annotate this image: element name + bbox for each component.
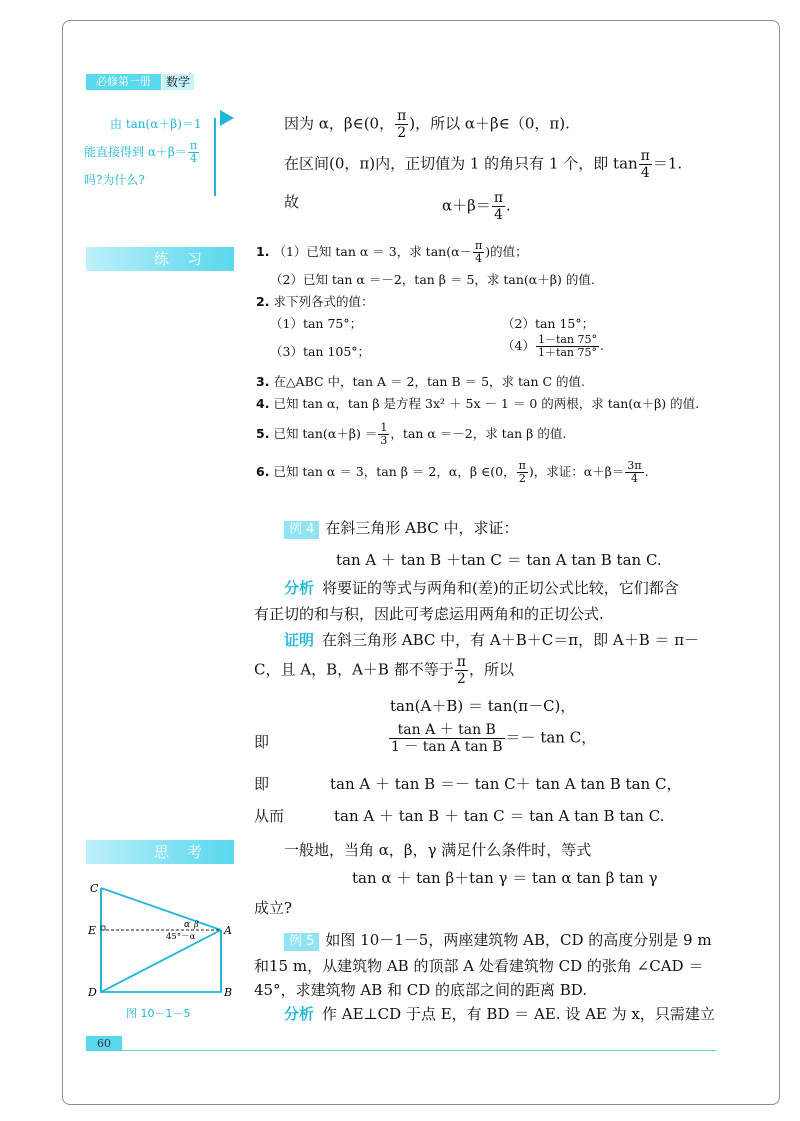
example5-line-2: 和15 m，从建筑物 AB 的顶部 A 处看建筑物 CD 的张角 ∠CAD ＝ [254,957,704,975]
example4-label: 例 4 [284,521,319,539]
example4-analysis-1: 分析 将要证的等式与两角和(差)的正切公式比较，它们都含 [284,579,679,597]
page-number: 60 [86,1036,122,1051]
example5-label: 例 5 [284,933,319,951]
exercise-q3: 3. 在△ABC 中，tan A ＝ 2，tan B ＝ 5，求 tan C 的值. [256,374,586,389]
label-e: E [88,924,97,937]
example5-line-1: 例 5 如图 10－1－5，两座建筑物 AB，CD 的高度分别是 9 m [284,928,712,952]
exercise-q2-1: （1）tan 75°； [270,316,363,331]
note-bracket [208,118,216,196]
top-line-2: 在区间(0，π)内，正切值为 1 的角只有 1 个，即 tan $\frac{\pi}{4}$ ＝1. [284,148,683,181]
exercise-q2-3: （3）tan 105°； [270,344,371,359]
note-line-1: 由 tan(α＋β)＝1 [110,117,202,131]
example4-proof-1: 证明 在斜三角形 ABC 中，有 A＋B＋C＝π，即 A＋B ＝ π－ [284,631,700,649]
label-b: B [224,986,233,999]
example4-proof-2: C，且 A，B，A＋B 都不等于 $\frac{\pi}{2}$ ，所以 [254,654,514,687]
top-line-3-word: 故 [284,193,300,211]
think-line-2: 成立? [254,899,293,917]
exercise-q2: 2. 求下列各式的值： [256,294,374,309]
figure-caption: 图 10－1－5 [126,1007,191,1020]
example4-ji-1: 即 [254,733,270,751]
label-a: A [224,924,232,937]
example4-analysis-2: 有正切的和与积，因此可考虑运用两角和的正切公式. [254,605,604,623]
label-beta: β [194,920,199,929]
example5-line-3: 45°，求建筑物 AB 和 CD 的底部之间的距离 BD. [254,981,588,999]
exercise-q6: 6. 已知 tan α ＝ 3，tan β ＝ 2，α，β ∈(0， $\frac{\pi}{2}$ )，求证：α＋β＝ $\frac{3\pi}{4}$ . [256,459,649,485]
example4-eq4: tan A ＋ tan B ＋ tan C ＝ tan A tan B tan C. [334,807,665,825]
example4-formula: tan A ＋ tan B ＋tan C ＝ tan A tan B tan C. [336,551,662,569]
note-line-3: 吗?为什么? [84,173,145,187]
think-heading: 思考 [86,840,234,864]
building-cd [100,888,102,992]
example4-congr: 从而 [254,807,285,825]
exercise-q1a: 1. （1）已知 tan α ＝ 3，求 tan(α－ $\frac{\pi}{4}$ )的值； [256,239,528,265]
figure-10-1-5 [86,878,236,1003]
label-alpha: α [184,920,191,930]
top-line-1: 因为 α，β∈(0， $\frac{\pi}{2}$ )，所以 α＋β∈（0，π). [284,108,570,141]
label-d: D [88,986,97,999]
book-tag: 必修第一册 [86,74,161,90]
exercise-q2-2: （2）tan 15°； [502,316,595,331]
line-ca [101,888,221,930]
example4-eq3: tan A ＋ tan B ＝－ tan C＋ tan A tan B tan C， [330,775,682,793]
exercise-q5: 5. 已知 tan(α＋β) ＝ $\frac{1}{3}$ ，tan α ＝－2，求 tan β 的值. [256,421,567,447]
think-formula: tan α ＋ tan β＋tan γ ＝ tan α tan β tan γ [352,869,658,887]
example4-ji-2: 即 [254,775,270,793]
think-line-1: 一般地，当角 α，β，γ 满足什么条件时，等式 [284,841,592,859]
exercise-q4: 4. 已知 tan α，tan β 是方程 3x² ＋ 5x － 1 ＝ 0 的两根，求 tan(α＋β) 的值. [256,396,700,411]
subject-title: 数学 [162,74,194,90]
note-line-2: 能直接得到 α＋β＝ $\frac{\pi}{4}$ [84,139,198,165]
example5-analysis: 分析 作 AE⊥CD 于点 E，有 BD ＝ AE. 设 AE 为 x，只需建立 [284,1005,715,1023]
top-line-3: α＋β＝ $\frac{\pi}{4}$ . [442,190,511,223]
example4-statement: 例 4 在斜三角形 ABC 中，求证： [284,516,519,540]
exercise-q1b: （2）已知 tan α ＝－2，tan β ＝ 5，求 tan(α＋β) 的值. [270,272,595,287]
exercise-heading: 练习 [86,247,234,271]
example4-eq2: $\frac{\text{tan A ＋ tan B}}{\text{1 － tan A tan B}}$ ＝－ tan C， [391,722,597,755]
margin-note [84,110,222,194]
label-angle: 45°－α [166,932,196,942]
line-da [101,930,221,992]
building-ab [220,930,222,992]
exercise-q2-4: （4） $\frac{1-\tan 75^\circ}{1+\tan 75^\circ}$ . [502,333,604,359]
label-c: C [90,882,99,895]
example4-eq1: tan(A＋B) ＝ tan(π－C)， [390,697,576,715]
note-flag-icon [220,110,234,126]
footer-rule [86,1050,716,1051]
